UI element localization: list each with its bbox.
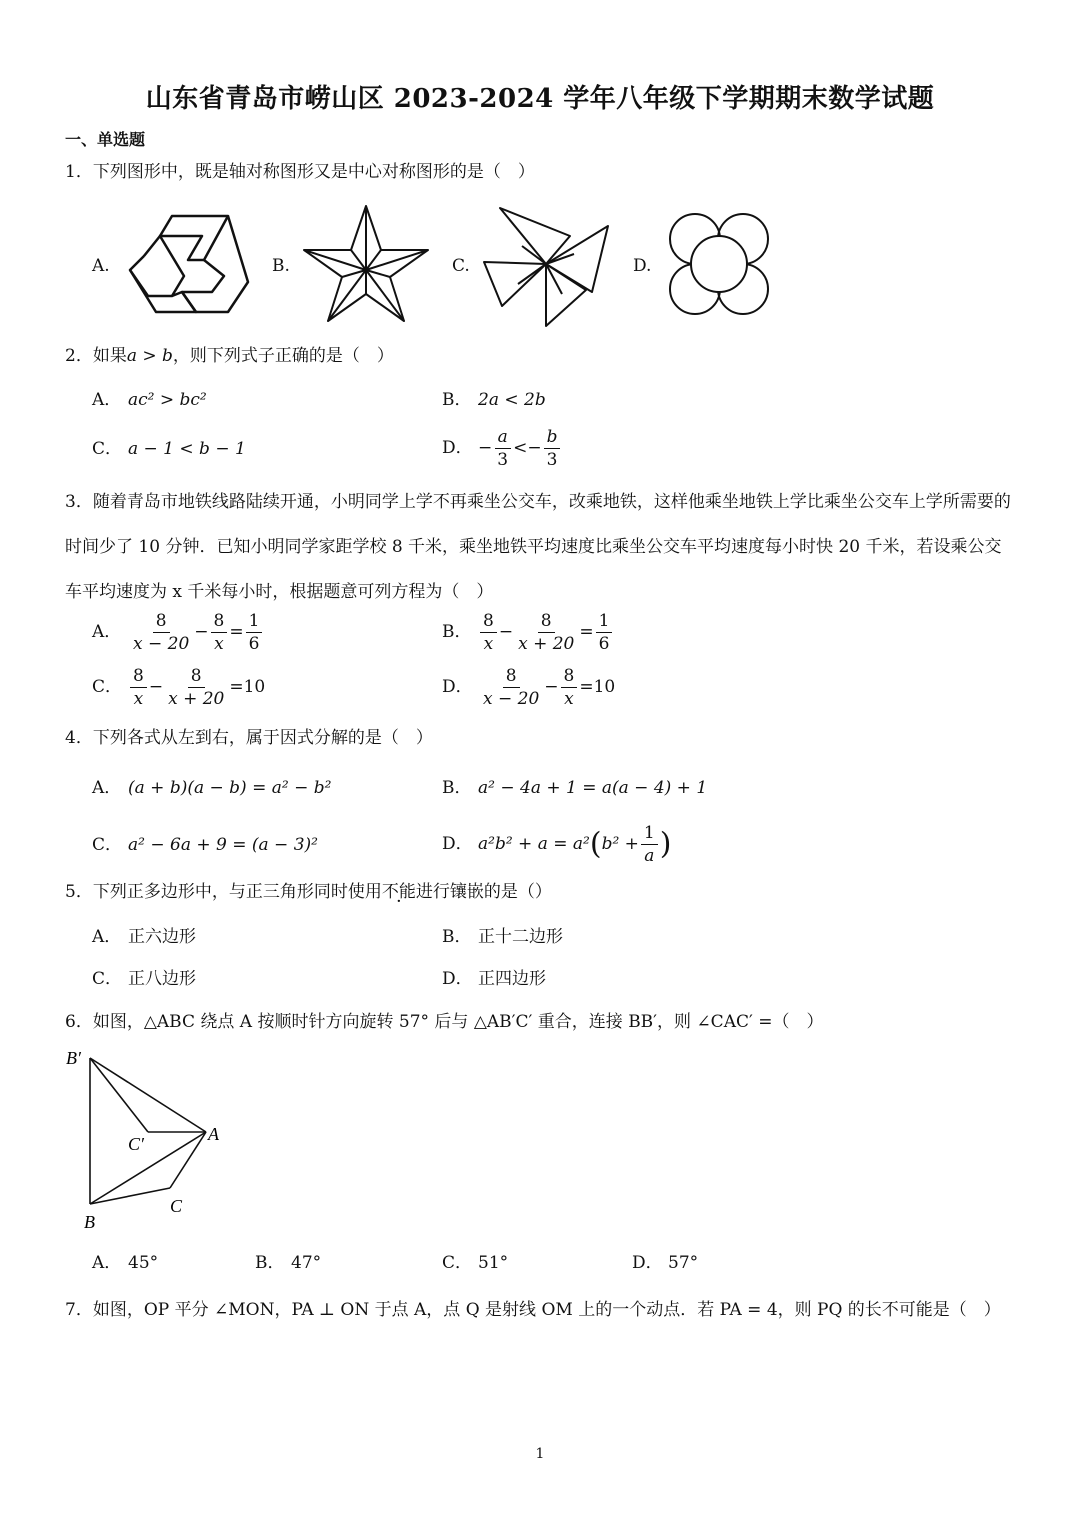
q4-option-d[interactable]: D． a²b² + a = a²(b² + $\frac{1}{a}$ ) [442,823,672,866]
q1-label-c: C. [452,256,470,276]
point-label-c-prime: C′ [128,1134,144,1154]
q4-option-b[interactable]: B． a² − 4a + 1 = a(a − 4) + 1 [442,778,708,798]
q1-figure-b-star [302,204,430,322]
q1-figure-a-interlocking-hexagons [124,212,252,316]
q5-option-b[interactable]: B． 正十二边形 [442,927,563,947]
page-title: 山东省青岛市崂山区 2023-2024 学年八年级下学期期末数学试题 [145,84,935,114]
q6-option-d[interactable]: D． 57° [632,1253,699,1273]
q3-option-d[interactable]: D． $\frac{8}{x - 20}$ − $\frac{8}{x}$ =10 [442,666,616,709]
emphasis-text: 不能 [381,882,416,902]
point-label-c: C [170,1196,183,1216]
q5-option-a[interactable]: A． 正六边形 [92,927,196,947]
point-label-b: B [84,1212,95,1232]
q5-option-d[interactable]: D． 正四边形 [442,969,546,989]
q6-option-a[interactable]: A． 45° [92,1253,159,1273]
question-4-stem: 4．下列各式从左到右，属于因式分解的是（ ） [65,728,433,748]
point-label-b-prime: B′ [66,1048,81,1068]
question-1-stem: 1．下列图形中，既是轴对称图形又是中心对称图形的是（ ） [65,162,535,182]
q1-figure-c-pinwheel [482,206,612,328]
q3-option-a[interactable]: A． $\frac{8}{x - 20}$ − $\frac{8}{x}$ = $\frac{1}{6}$ [92,610,264,655]
q2-option-d[interactable]: D． − $\frac{a}{3}$ <− $\frac{b}{3}$ [442,426,562,471]
q1-label-b: B. [272,256,290,276]
q2-option-a[interactable]: A． ac² > bc² [92,390,207,410]
q6-option-c[interactable]: C． 51° [442,1253,509,1273]
q1-label-a: A. [92,256,110,276]
page-number: 1 [535,1446,545,1462]
q4-option-a[interactable]: A． (a + b)(a − b) = a² − b² [92,778,332,798]
question-3-stem: 3．随着青岛市地铁线路陆续开通，小明同学上学不再乘坐公交车，改乘地铁，这样他乘坐地铁上学比乘坐公交车上学所需要的时间少了 10 分钟．已知小明同学家距学校 8 千米，乘坐地铁平均速度比乘坐公交车平均速度每小时快 20 千米，若设乘公交车平均速度为 x 千米每小时，根据题意可列方程为（ ） [65,492,1011,602]
q1-label-d: D. [633,256,652,276]
q6-option-b[interactable]: B． 47° [255,1253,322,1273]
question-2-stem: 2．如果a > b，则下列式子正确的是（ ） [65,346,394,366]
question-6-stem: 6．如图，△ABC 绕点 A 按顺时针方向旋转 57° 后与 △AB′C′ 重合，连接 BB′，则 ∠CAC′ =（ ） [65,1012,824,1032]
q2-option-c[interactable]: C． a − 1 < b − 1 [92,439,246,459]
question-7-stem: 7．如图，OP 平分 ∠MON，PA ⊥ ON 于点 A，点 Q 是射线 OM 上的一个动点．若 PA = 4，则 PQ 的长不可能是（ ） [65,1300,1001,1320]
section-heading: 一、单选题 [65,130,146,149]
q3-option-b[interactable]: B． $\frac{8}{x}$ − $\frac{8}{x + 20}$ = $\frac{1}{6}$ [442,610,614,655]
q1-figure-d-circles [664,210,772,318]
q3-option-c[interactable]: C． $\frac{8}{x}$ − $\frac{8}{x + 20}$ =10 [92,666,266,709]
point-label-a: A [208,1124,219,1144]
q5-option-c[interactable]: C． 正八边形 [92,969,196,989]
q2-option-b[interactable]: B． 2a < 2b [442,390,546,410]
q4-option-c[interactable]: C． a² − 6a + 9 = (a − 3)² [92,835,318,855]
q6-rotation-figure [60,1042,240,1237]
question-5-stem: 5．下列正多边形中，与正三角形同时使用不能进行镶嵌的是（） [65,882,552,902]
